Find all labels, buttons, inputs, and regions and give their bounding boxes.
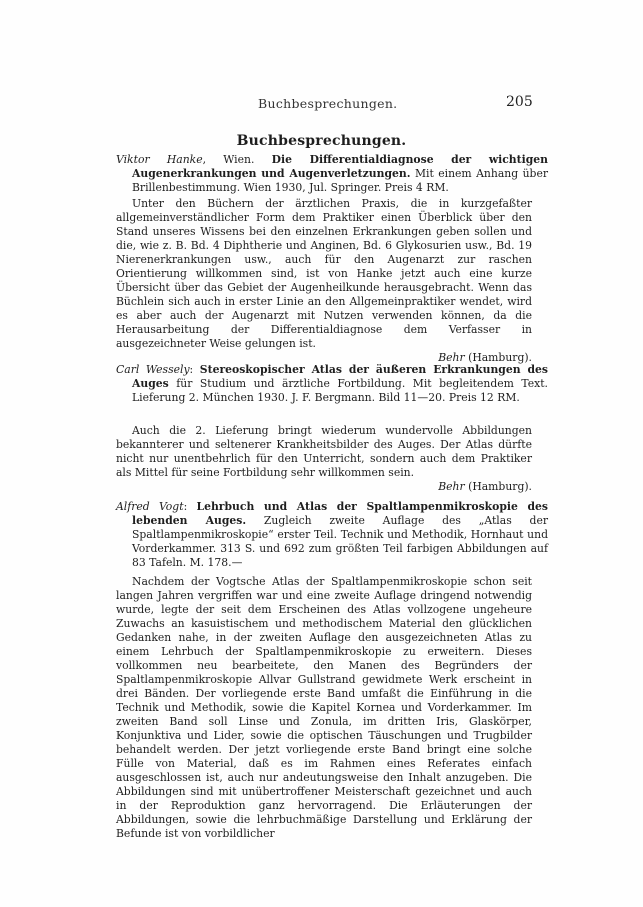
review-details: Zugleich zweite Auflage des „Atlas der Spaltlampenmikroskopie“ erster Teil. Technik und Methodik, Hornhaut und Vorderkammer. 313 S. und 692 zum größten Teil farbigen Abbildungen auf 83 Tafeln. M. 178.— bbox=[132, 514, 548, 569]
review-text: Unter den Büchern der ärztlichen Praxis, die in kurzgefaßter allgemeinverständlicher Form dem Praktiker einen Überblick über den Stand unseres Wissens bei den einzelnen Erkrankungen geben sollen und die, wie z. B. Bd. 4 Diphtherie und Anginen, Bd. 6 Glykosurien usw., Bd. 19 Nierenerkrankungen usw., auch für den Augenarzt zur raschen Orientierung willkommen sind, ist von Hanke jetzt auch eine kurze Übersicht über das Gebiet der Augenheilkunde herausgebracht. Wenn das Büchlein sich auch in erster Linie an den Allgemeinpraktiker wendet, wird es aber auch der Augenarzt mit Nutzen verwenden können, da die Herausarbeitung der Differentialdiagnose dem Verfasser in ausgezeichneter Weise gelungen ist. bbox=[116, 197, 532, 350]
reviewer-place: (Hamburg). bbox=[468, 351, 532, 364]
review-body-block bbox=[116, 424, 532, 494]
review-author: Carl Wessely bbox=[116, 363, 190, 376]
review-author-place: : bbox=[183, 500, 188, 513]
page-number: 205 bbox=[506, 94, 533, 110]
review-body-block bbox=[116, 575, 532, 841]
review-text: Auch die 2. Lieferung bringt wiederum wundervolle Abbildungen bekannterer und seltenerer Krankheitsbilder des Auges. Der Atlas dürfte nicht nur unentbehrlich für den Unterricht, sondern auch dem Praktiker als Mittel für seine Fortbildung sehr willkommen sein. bbox=[116, 424, 532, 479]
review-book-title: Stereoskopischer Atlas der äußeren Erkrankungen des Auges bbox=[132, 363, 548, 390]
review-book-title: Lehrbuch und Atlas der Spaltlampenmikroskopie des lebenden Auges. bbox=[132, 500, 548, 527]
review-heading bbox=[116, 500, 548, 570]
review-book-title: Die Differentialdiagnose der wichtigen Augenerkrankungen und Augenverletzungen. bbox=[132, 153, 548, 180]
review-body-block bbox=[116, 197, 532, 365]
running-head: Buchbesprechungen. bbox=[258, 96, 398, 111]
review-author: Viktor Hanke bbox=[116, 153, 203, 166]
review-text: Nachdem der Vogtsche Atlas der Spaltlampenmikroskopie schon seit langen Jahren vergriffen war und eine zweite Auflage dringend notwendig wurde, legte der seit dem Erscheinen des Atlas vollzogene ungeheure Zuwachs an kasuistischem und methodischem Material den glücklichen Gedanken nahe, in der zweiten Auflage den ausgezeichneten Atlas zu einem Lehrbuch der Spaltlampenmikroskopie zu erweitern. Dieses vollkommen neu bearbeitete, den Manen des Begründers der Spaltlampenmikroskopie Allvar Gullstrand gewidmete Werk erscheint in drei Bänden. Der vorliegende erste Band umfaßt die Einführung in die Technik und Methodik, sowie die Kapitel Kornea und Vorderkammer. Im zweiten Band soll Linse und Zonula, im dritten Iris, Glaskörper, Konjunktiva und Lider, sowie die optischen Täuschungen und Trugbilder behandelt werden. Der jetzt vorliegende erste Band bringt eine solche Fülle von Material, daß es im Rahmen eines Referates einfach ausgeschlossen ist, auch nur andeutungsweise den Inhalt anzugeben. Die Abbildungen sind mit unübertroffener Meisterschaft gezeichnet und auch in der Reproduktion ganz hervorragend. Die Erläuterungen der Abbildungen, sowie die lehrbuchmäßige Darstellung und Erklärung der Befunde ist von vorbildlicher bbox=[116, 575, 532, 840]
review-author-place: : bbox=[189, 363, 194, 376]
reviewer-place: (Hamburg). bbox=[468, 480, 532, 493]
review-signature bbox=[116, 480, 532, 494]
review-details: für Studium und ärztliche Fortbildung. Mit begleitendem Text. Lieferung 2. München 1930. J. F. Bergmann. Bild 11—20. Preis 12 RM. bbox=[132, 377, 548, 404]
section-title: Buchbesprechungen. bbox=[236, 133, 407, 149]
reviewer-name: Behr bbox=[438, 480, 465, 493]
reviewer-name: Behr bbox=[438, 351, 465, 364]
review-heading bbox=[116, 363, 548, 405]
review-details: Mit einem Anhang über Brillenbestimmung. Wien 1930, Jul. Springer. Preis 4 RM. bbox=[132, 167, 548, 194]
review-heading bbox=[116, 153, 548, 195]
review-author: Alfred Vogt bbox=[116, 500, 184, 513]
review-author-place: , Wien. bbox=[202, 153, 255, 166]
